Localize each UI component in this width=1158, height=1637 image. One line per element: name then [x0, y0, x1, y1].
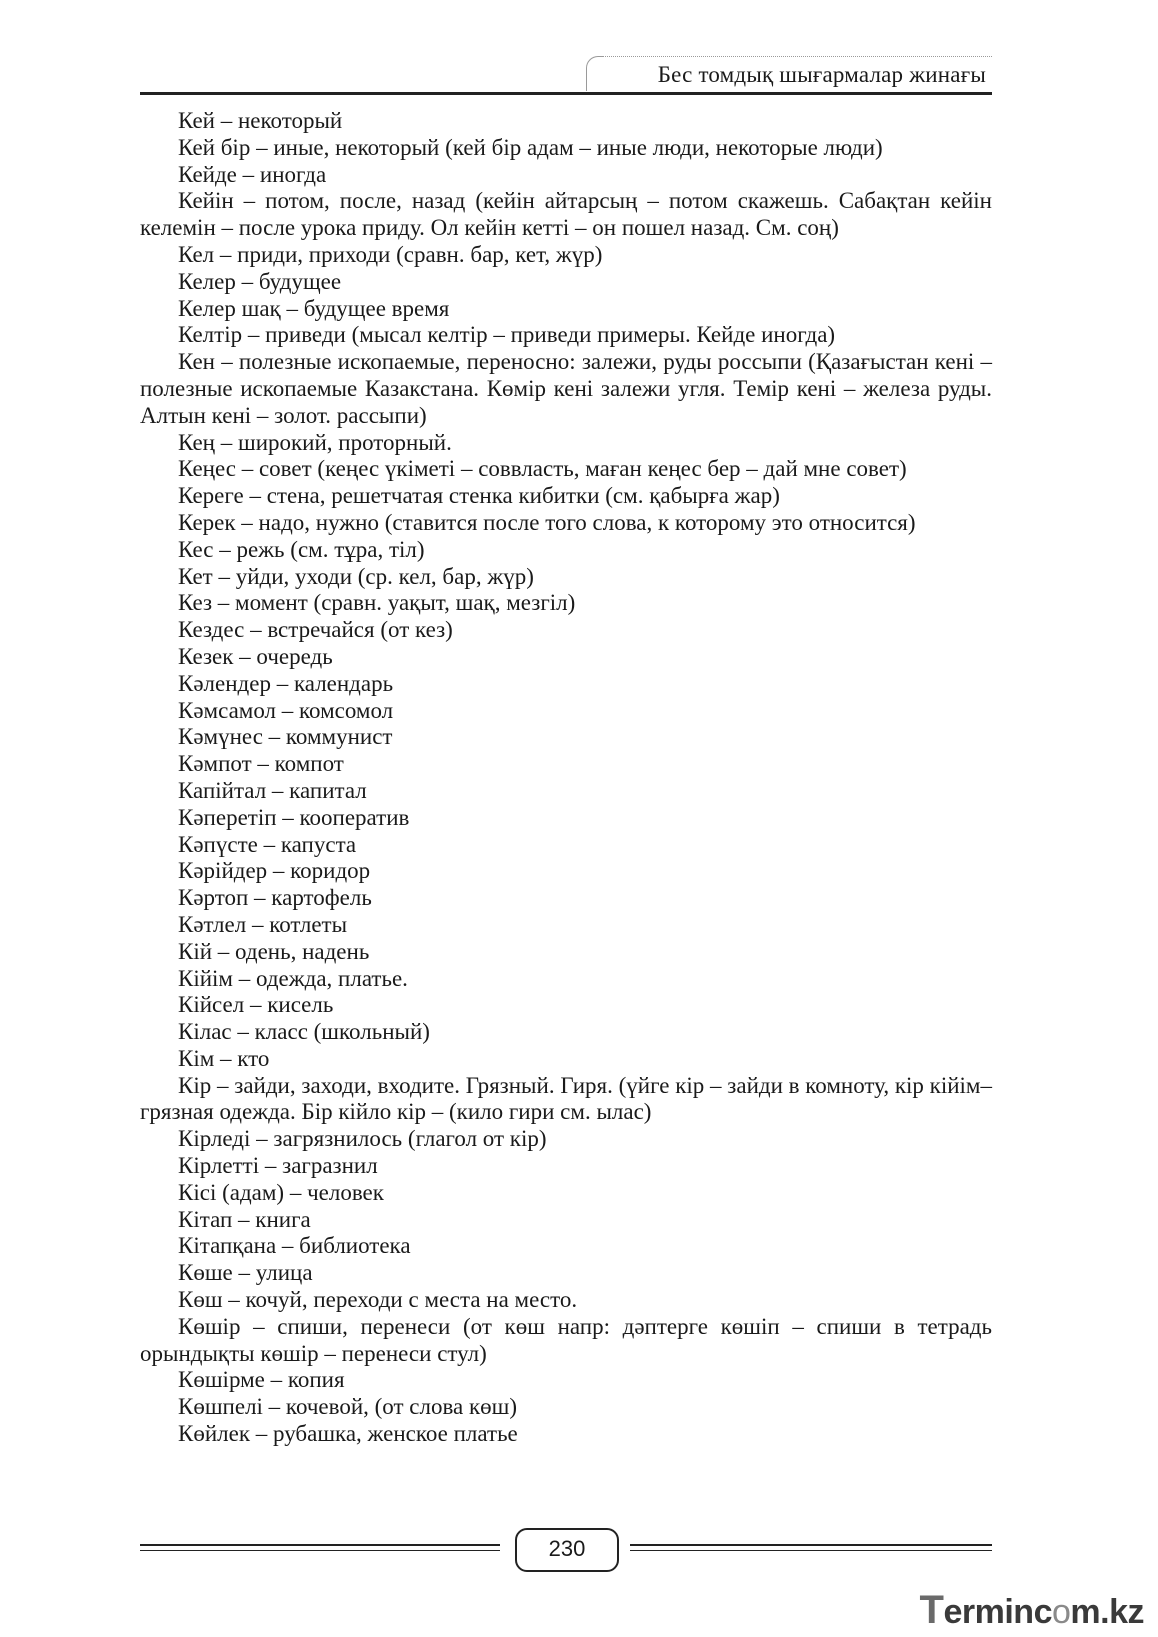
dictionary-entry: Көше – улица	[178, 1260, 313, 1286]
dictionary-entry: Кейде – иногда	[178, 161, 327, 187]
dictionary-entry: Кәрійдер – коридор	[178, 858, 371, 884]
dictionary-entry: Кей – некоторый	[178, 108, 343, 133]
dictionary-entry: Кәмүнес – коммунист	[178, 724, 393, 750]
dictionary-entry: Кій – одень, надень	[178, 938, 370, 964]
site-watermark: Termincom.kz	[919, 1588, 1144, 1632]
dictionary-entry: Келер шақ – будущее время	[178, 295, 450, 321]
dictionary-entry: Кейін – потом, после, назад (кейін айтарсың – потом скажешь. Сабақтан кейін келемін – после урока приду. Ол кейін кетті – он пошел назад. См. соң)	[140, 188, 992, 241]
dictionary-entry: Кәперетіп – кооператив	[178, 804, 410, 830]
footer-rule-left-thin	[140, 1550, 500, 1551]
dictionary-entry: Кілас – класс (школьный)	[178, 1019, 430, 1045]
magnifier-icon: o	[1051, 1593, 1071, 1631]
running-header	[140, 52, 992, 96]
dictionary-entry: Кәпүсте – капуста	[178, 831, 357, 857]
dictionary-entry: Кәтлел – котлеты	[178, 911, 348, 937]
dictionary-entry: Кійім – одежда, платье.	[178, 965, 408, 991]
page-number: 230	[515, 1528, 619, 1572]
dictionary-entry: Капійтал – капитал	[178, 777, 367, 803]
dictionary-entry: Көшір – спиши, перенеси (от көш напр: дәптерге көшіп – спиши в тетрадь орындықты көшір – перенеси стул)	[140, 1313, 992, 1366]
footer-rule-right-thin	[630, 1550, 992, 1551]
dictionary-entry: Кім – кто	[178, 1045, 270, 1071]
dictionary-entry: Кездес – встречайся (от кез)	[178, 617, 453, 643]
dictionary-entry: Кітап – книга	[178, 1206, 311, 1232]
dictionary-entry: Кәртоп – картофель	[178, 885, 372, 911]
page-footer	[140, 1522, 992, 1572]
dictionary-entry: Кен – полезные ископаемые, переносно: залежи, руды россыпи (Қазағыстан кені – полезные ископаемые Казакстана. Көмір кені залежи угля. Темір кені – железа руды. Алтын кені – золот. рассыпи)	[140, 349, 992, 428]
dictionary-entry: Кезек – очередь	[178, 643, 333, 669]
dictionary-entries	[140, 108, 992, 1448]
dictionary-entry: Кең – широкий, проторный.	[178, 429, 452, 455]
dictionary-entry: Кел – приди, приходи (сравн. бар, кет, жүр)	[178, 241, 603, 267]
dictionary-entry: Кәлендер – календарь	[178, 670, 394, 696]
dictionary-entry: Кәмпот – компот	[178, 751, 344, 777]
dictionary-entry: Келер – будущее	[178, 268, 342, 294]
dictionary-entry: Кірледі – загрязнилось (глагол от кір)	[178, 1126, 547, 1152]
dictionary-entry: Көшпелі – кочевой, (от слова көш)	[178, 1394, 518, 1420]
dictionary-entry: Кітапқана – библиотека	[178, 1233, 411, 1259]
dictionary-entry: Керек – надо, нужно (ставится после того слова, к которому это относится)	[178, 509, 916, 535]
dictionary-entry: Кірлетті – загразнил	[178, 1153, 378, 1179]
dictionary-entry: Кісі (адам) – человек	[178, 1179, 384, 1205]
dictionary-entry: Кійсел – кисель	[178, 992, 334, 1018]
footer-rule-left	[140, 1544, 500, 1546]
header-dotted-line	[600, 56, 992, 57]
footer-rule-right	[630, 1544, 992, 1546]
book-title: Бес томдық шығармалар жинағы	[657, 62, 986, 87]
dictionary-entry: Кез – момент (сравн. уақыт, шақ, мезгіл)	[178, 590, 576, 616]
dictionary-entry: Кәмсамол – комсомол	[178, 697, 394, 723]
dictionary-entry: Кет – уйди, уходи (ср. кел, бар, жүр)	[178, 563, 534, 589]
dictionary-entry: Көшірме – копия	[178, 1367, 345, 1393]
dictionary-entry: Келтір – приведи (мысал келтір – приведи примеры. Кейде иногда)	[178, 322, 836, 348]
dictionary-entry: Кір – зайди, заходи, входите. Грязный. Гиря. (үйге кір – зайди в комноту, кір кійім– грязная одежда. Бір кійло кір – (кило гири см. ылас)	[140, 1072, 992, 1125]
dictionary-entry: Кей бір – иные, некоторый (кей бір адам – иные люди, некоторые люди)	[178, 134, 883, 160]
dictionary-entry: Кес – режь (см. тұра, тіл)	[178, 536, 425, 562]
dictionary-entry: Көйлек – рубашка, женское платье	[178, 1421, 518, 1447]
dictionary-entry: Кеңес – совет (кеңес үкіметі – соввласть, маған кеңес бер – дай мне совет)	[178, 456, 907, 482]
header-tab-decoration	[586, 56, 603, 91]
dictionary-entry: Көш – кочуй, переходи с места на место.	[178, 1287, 578, 1313]
dictionary-entry: Кереге – стена, решетчатая стенка кибитки (см. қабырға жар)	[178, 483, 780, 509]
header-rule	[140, 92, 992, 95]
